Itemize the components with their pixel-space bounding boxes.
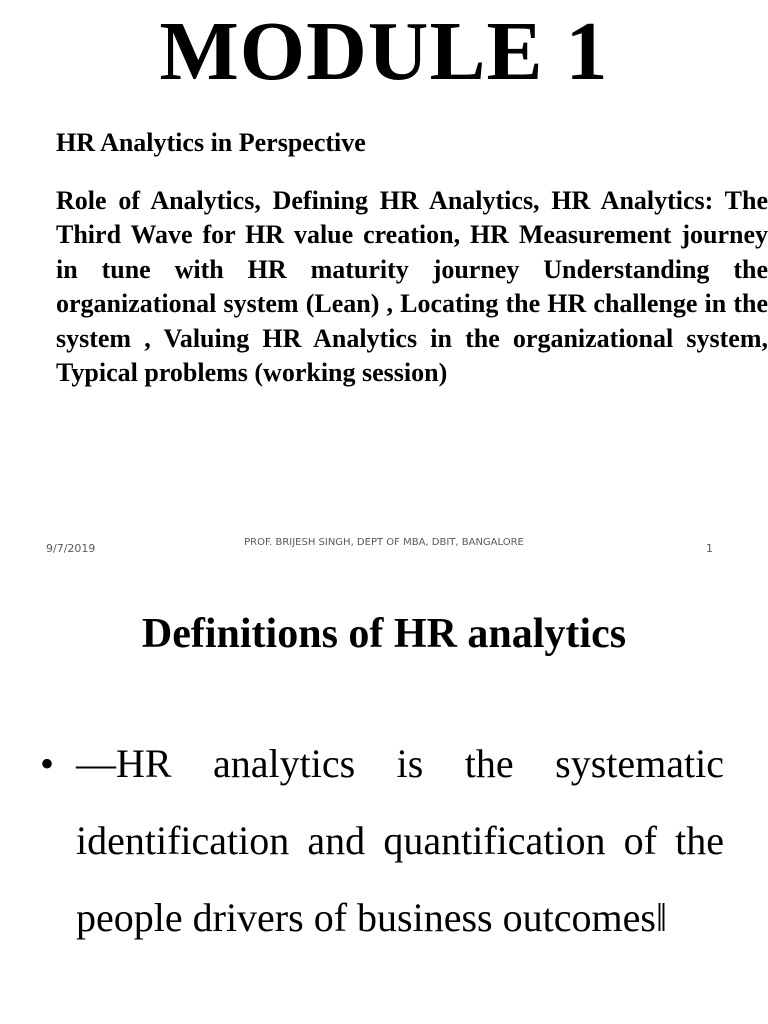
- definitions-title: Definitions of HR analytics: [141, 611, 627, 657]
- footer-date: 9/7/2019: [46, 542, 96, 555]
- module-topics: Role of Analytics, Defining HR Analytics, HR Analytics: The Third Wave for HR value creation, HR Measurement journey in tune with HR maturity journey Understanding the organizational system (Lean) , Locating the HR challenge in the system , Valuing HR Analytics in the organizational system, Typical problems (working session): [56, 186, 768, 388]
- module-title: MODULE 1: [159, 5, 609, 98]
- bullet-icon: •: [40, 741, 55, 786]
- module-subtitle: HR Analytics in Perspective: [56, 128, 366, 157]
- slide-definitions: [0, 575, 768, 1024]
- footer-author: PROF. BRIJESH SINGH, DEPT OF MBA, DBIT, BANGALORE: [244, 537, 524, 548]
- definition-text: ―HR analytics is the systematic identification and quantification of the people drivers of business outcomes‖: [76, 741, 724, 940]
- footer-page-number: 1: [706, 542, 713, 555]
